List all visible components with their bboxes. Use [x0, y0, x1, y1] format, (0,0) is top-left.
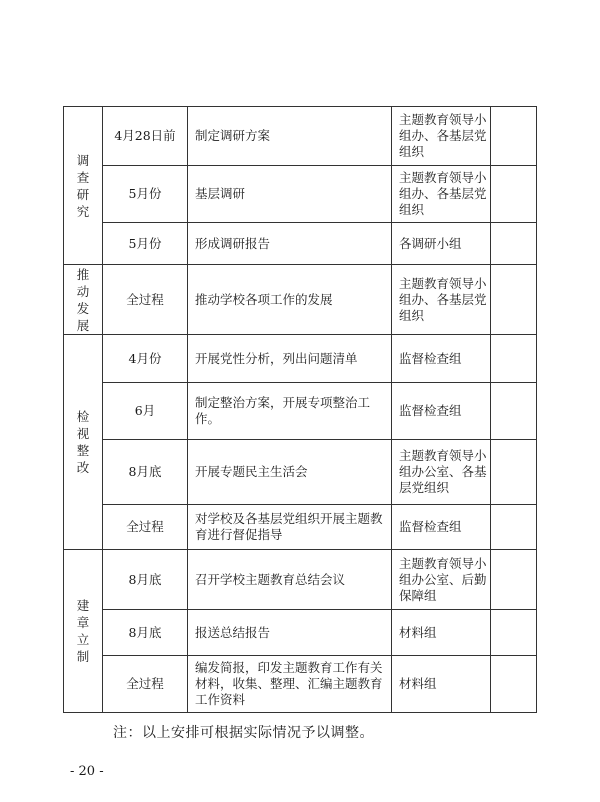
task-cell: 形成调研报告 [188, 223, 392, 265]
owner-cell: 主题教育领导小组办、各基层党组织 [392, 107, 491, 166]
owner-cell: 监督检查组 [392, 335, 491, 383]
note-cell [491, 505, 537, 550]
table-row [64, 223, 537, 265]
table-row [64, 383, 537, 440]
table-row [64, 335, 537, 383]
task-cell: 对学校及各基层党组织开展主题教育进行督促指导 [188, 505, 392, 550]
time-cell: 全过程 [103, 265, 188, 335]
owner-cell: 主题教育领导小组办、各基层党组织 [392, 265, 491, 335]
note-cell [491, 166, 537, 223]
task-cell: 开展党性分析，列出问题清单 [188, 335, 392, 383]
stage-cell: 检视整改 [64, 335, 103, 550]
task-cell: 基层调研 [188, 166, 392, 223]
note-cell [491, 265, 537, 335]
task-cell: 召开学校主题教育总结会议 [188, 550, 392, 610]
stage-cell: 调查研究 [64, 107, 103, 265]
table-row [64, 440, 537, 505]
task-cell: 制定调研方案 [188, 107, 392, 166]
table-row [64, 107, 537, 166]
schedule-table [63, 106, 537, 713]
owner-cell: 各调研小组 [392, 223, 491, 265]
note-cell [491, 550, 537, 610]
owner-cell: 监督检查组 [392, 505, 491, 550]
time-cell: 4月28日前 [103, 107, 188, 166]
time-cell: 全过程 [103, 656, 188, 713]
note-cell [491, 107, 537, 166]
note-cell [491, 656, 537, 713]
time-cell: 4月份 [103, 335, 188, 383]
task-cell: 报送总结报告 [188, 610, 392, 656]
stage-cell: 建章立制 [64, 550, 103, 713]
note-cell [491, 440, 537, 505]
table-row [64, 610, 537, 656]
stage-cell: 推动发展 [64, 265, 103, 335]
owner-cell: 主题教育领导小组办公室、各基层党组织 [392, 440, 491, 505]
task-cell: 开展专题民主生活会 [188, 440, 392, 505]
page-number: - 20 - [70, 764, 104, 779]
time-cell: 5月份 [103, 223, 188, 265]
note-cell [491, 610, 537, 656]
table-row [64, 505, 537, 550]
time-cell: 8月底 [103, 610, 188, 656]
time-cell: 全过程 [103, 505, 188, 550]
table-row [64, 265, 537, 335]
task-cell: 推动学校各项工作的发展 [188, 265, 392, 335]
time-cell: 8月底 [103, 440, 188, 505]
owner-cell: 材料组 [392, 656, 491, 713]
table-row [64, 656, 537, 713]
owner-cell: 主题教育领导小组办公室、后勤保障组 [392, 550, 491, 610]
time-cell: 6月 [103, 383, 188, 440]
owner-cell: 材料组 [392, 610, 491, 656]
note-cell [491, 223, 537, 265]
time-cell: 5月份 [103, 166, 188, 223]
note-cell [491, 383, 537, 440]
table-row [64, 550, 537, 610]
task-cell: 编发简报，印发主题教育工作有关材料，收集、整理、汇编主题教育工作资料 [188, 656, 392, 713]
note-cell [491, 335, 537, 383]
owner-cell: 监督检查组 [392, 383, 491, 440]
time-cell: 8月底 [103, 550, 188, 610]
table-row [64, 166, 537, 223]
task-cell: 制定整治方案，开展专项整治工作。 [188, 383, 392, 440]
footnote: 注：以上安排可根据实际情况予以调整。 [113, 725, 374, 741]
owner-cell: 主题教育领导小组办、各基层党组织 [392, 166, 491, 223]
